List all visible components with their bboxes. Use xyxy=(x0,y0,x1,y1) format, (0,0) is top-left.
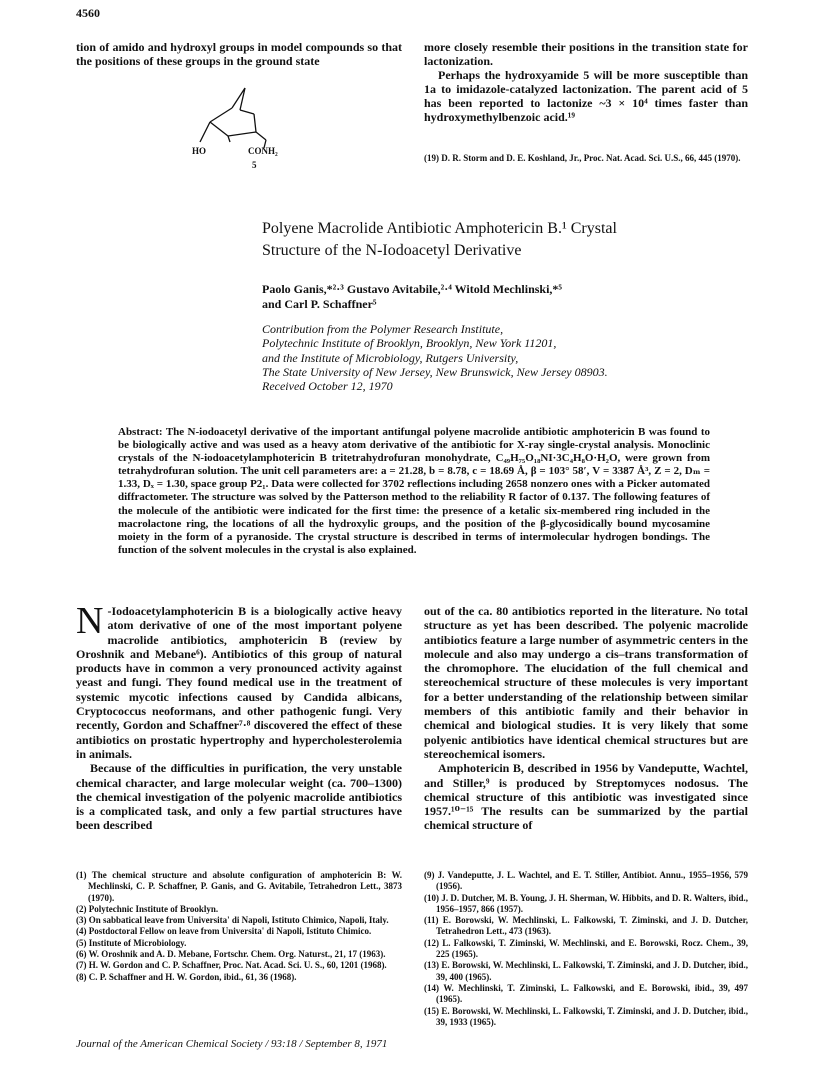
footnote-10: (10) J. D. Dutcher, M. B. Young, J. H. Sherman, W. Hibbits, and D. R. Walters, ibid., 1956–1957, 866 (1957). xyxy=(424,892,748,914)
footnote-11: (11) E. Borowski, W. Mechlinski, L. Falkowski, T. Ziminski, and J. D. Dutcher, Tetrahedron Lett., 473 (1963). xyxy=(424,915,748,937)
footnote-15: (15) E. Borowski, W. Mechlinski, L. Falkowski, T. Ziminski, and J. D. Dutcher, ibid., 39, 1933 (1965). xyxy=(424,1005,748,1027)
top-right-column xyxy=(424,40,748,124)
affiliation-line-2: Polytechnic Institute of Brooklyn, Brooklyn, New York 11201, xyxy=(262,336,557,351)
footnote-13: (13) E. Borowski, W. Mechlinski, L. Falkowski, T. Ziminski, and J. D. Dutcher, ibid., 39, 400 (1965). xyxy=(424,960,748,982)
body-left-para-1: -Iodoacetylamphotericin B is a biologically active heavy atom derivative of one of the most important polyene macrolide antibiotics, amphotericin B (review by Oroshnik and Mebane⁶). Antibiotics of this group of natural products have in common a very pronounced activity against yeast and fungi. They found medical use in the treatment of systemic mycotic infections caused by Candida albicans, Cryptococcus neoformans, and other pathogenic fungi. Very recently, Gordon and Schaffner⁷·⁸ discovered the effect of these antibiotics on prostatic hypertrophy and hypercholesterolemia in animals. xyxy=(76,604,402,761)
footnote-1: (1) The chemical structure and absolute configuration of amphotericin B: W. Mechlinski, C. P. Schaffner, P. Ganis, and G. Avitabile, Tetrahedron Lett., 3873 (1970). xyxy=(76,870,402,903)
footnote-8: (8) C. P. Schaffner and H. W. Gordon, ibid., 61, 36 (1968). xyxy=(76,971,297,982)
title-line-1: Polyene Macrolide Antibiotic Amphotericin B.¹ Crystal xyxy=(262,220,617,237)
top-right-para-1: more closely resemble their positions in the transition state for lactonization. xyxy=(424,40,748,68)
footnotes-left xyxy=(76,870,402,983)
affiliation-block xyxy=(262,322,702,393)
body-right-para-1: out of the ca. 80 antibiotics reported in the literature. No total structure as yet has been described. The polyenic macrolide antibiotics feature a large number of asymmetric centers in the molecule and also may undergo a cis–trans transformation of the chromophore. The elucidation of the full chemical and stereochemical structure of these molecules is very important for a better understanding of the relationship between similar members of this antibiotic family and their behavior in chemical and biological studies. It is very likely that some polyenic antibiotics have identical chemical structures but are stereochemical isomers. xyxy=(424,604,748,761)
footnote-19: (19) D. R. Storm and D. E. Koshland, Jr., Proc. Nat. Acad. Sci. U.S., 66, 445 (1970). xyxy=(424,153,741,163)
journal-footer: Journal of the American Chemical Society / 93:18 / September 8, 1971 xyxy=(76,1038,388,1050)
footnotes-right xyxy=(424,870,748,1028)
top-right-para-2: Perhaps the hydroxyamide 5 will be more susceptible than 1a to imidazole-catalyzed lactonization. The parent acid of 5 has been reported to lactonize ~3 × 10⁴ times faster than hydroxymethylbenzoic acid.¹⁹ xyxy=(424,68,748,124)
footnote-5: (5) Institute of Microbiology. xyxy=(76,937,187,948)
article-title xyxy=(262,218,742,262)
page-number: 4560 xyxy=(76,6,100,20)
body-right-column xyxy=(424,604,748,833)
abstract-label: Abstract: xyxy=(118,426,163,438)
body-right-para-2: Amphotericin B, described in 1956 by Vandeputte, Wachtel, and Stiller,⁹ is produced by Streptomyces nodosus. The chemical structure of this antibiotic was investigated since 1957.¹⁰⁻¹⁵ The results can be summarized by the partial chemical structure of xyxy=(424,761,748,833)
compound-number: 5 xyxy=(252,160,257,170)
chemical-structure-5 xyxy=(190,80,300,180)
footnote-3: (3) On sabbatical leave from Universita' di Napoli, Istituto Chimico, Napoli, Italy. xyxy=(76,915,389,926)
footnote-6: (6) W. Oroshnik and A. D. Mebane, Fortschr. Chem. Org. Naturst., 21, 17 (1963). xyxy=(76,949,386,960)
footnote-14: (14) W. Mechlinski, T. Ziminski, L. Falkowski, and E. Borowski, ibid., 39, 497 (1965). xyxy=(424,982,748,1005)
authors-line-1: Paolo Ganis,*²·³ Gustavo Avitabile,²·⁴ Witold Mechlinski,*⁵ xyxy=(262,282,563,296)
conh2-label: CONH₂ xyxy=(248,146,278,156)
bicyclic-structure-drawing xyxy=(190,80,300,180)
drop-cap: N xyxy=(76,600,104,642)
title-line-2: Structure of the N-Iodoacetyl Derivative xyxy=(262,242,522,259)
footnote-12: (12) L. Falkowski, T. Ziminski, W. Mechlinski, and E. Borowski, Rocz. Chem., 39, 225 (1965). xyxy=(424,937,748,960)
affiliation-line-3: and the Institute of Microbiology, Rutgers University, xyxy=(262,350,519,365)
affiliation-line-4: The State University of New Jersey, New Brunswick, New Jersey 08903. xyxy=(262,364,608,379)
abstract-text: The N-iodoacetyl derivative of the important antifungal polyene macrolide antibiotic amphotericin B was found to be biologically active and was used as a heavy atom derivative of the antibiotic for X-ray single-crystal analysis. Monoclinic crystals of the N-iodoacetylamphotericin B tritetrahydrofuran monohydrate, C₄₉H₇₅O₁₈NI·3C₄H₈O·H₂O, were grown from tetrahydrofuran solution. The unit cell parameters are: a = 21.28, b = 8.78, c = 18.69 Å, β = 103° 58′, V = 3387 Å³, Z = 2, Dₘ = 1.33, Dₓ = 1.30, space group P2₁. Data were collected for 3702 reflections including 2658 nonzero ones with a Picker automated diffractometer. The structure was solved by the Patterson method to the reliability R factor of 0.137. The following features of the molecule of the antibiotic were indicated for the first time: the presence of a ketalic six-membered ring included in the macrolactone ring, the locations of all the hydroxylic groups, and the position of the β-glycosidically bound mycosamine moiety in the form of a pyranoside. The crystal structure is described in terms of intermolecular hydrogen bondings. The function of the solvent molecules in the crystal is also explained. xyxy=(118,426,710,556)
body-left-para-2: Because of the difficulties in purification, the very unstable chemical character, and large molecular weight (ca. 700–1300) the chemical investigation of the polyenic macrolide antibiotics is a complicated task, and only a few partial structures have been described xyxy=(76,761,402,833)
footnote-2: (2) Polytechnic Institute of Brooklyn. xyxy=(76,903,219,914)
body-left-column xyxy=(76,600,402,833)
top-left-continuation: tion of amido and hydroxyl groups in model compounds so that the positions of these groups in the ground state xyxy=(76,40,402,68)
received-date: Received October 12, 1970 xyxy=(262,379,393,394)
authors-line-2: and Carl P. Schaffner⁵ xyxy=(262,297,377,311)
ho-label: HO xyxy=(192,146,207,156)
footnote-4: (4) Postdoctoral Fellow on leave from Universita' di Napoli, Istituto Chimico. xyxy=(76,926,372,937)
footnote-9: (9) J. Vandeputte, J. L. Wachtel, and E. T. Stiller, Antibiot. Annu., 1955–1956, 579 (1956). xyxy=(424,870,748,892)
author-list xyxy=(262,282,722,312)
affiliation-line-1: Contribution from the Polymer Research Institute, xyxy=(262,322,504,336)
abstract xyxy=(118,426,710,557)
footnote-7: (7) H. W. Gordon and C. P. Schaffner, Proc. Nat. Acad. Sci. U. S., 60, 1201 (1968). xyxy=(76,960,387,971)
